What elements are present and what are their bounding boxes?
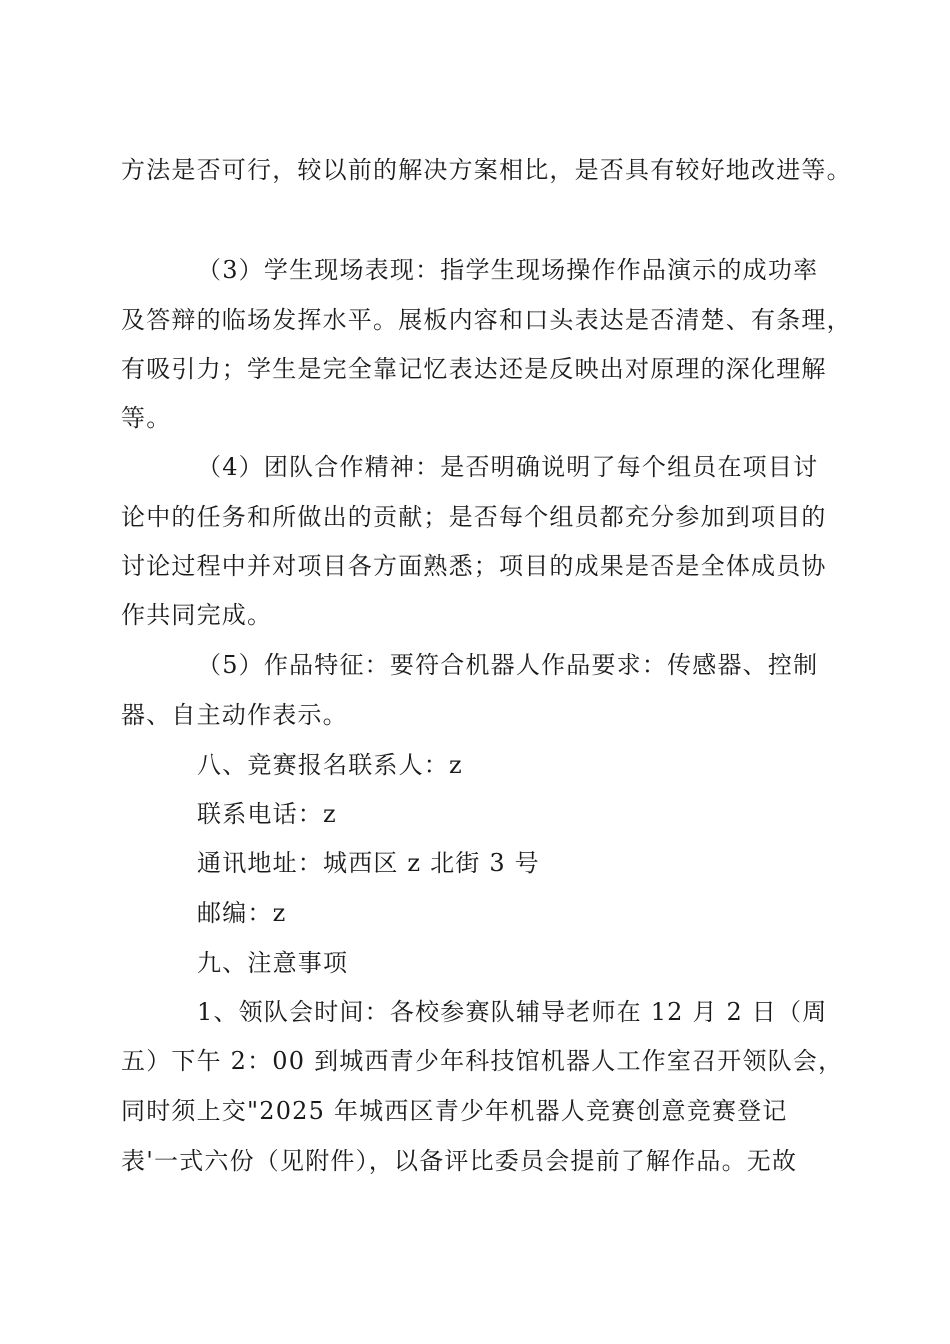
paragraph-line-4: 有吸引力；学生是完全靠记忆表达还是反映出对原理的深化理解 <box>121 355 827 383</box>
section-heading-notes: 九、注意事项 <box>197 949 349 977</box>
contact-address: 通讯地址：城西区 z 北街 3 号 <box>197 849 540 877</box>
contact-phone: 联系电话：z <box>197 800 337 828</box>
paragraph-line-6: （4）团队合作精神：是否明确说明了每个组员在项目讨 <box>197 453 819 481</box>
paragraph-line-2: （3）学生现场表现：指学生现场操作作品演示的成功率 <box>197 256 819 284</box>
paragraph-line-5: 等。 <box>121 404 172 432</box>
paragraph-line-10: （5）作品特征：要符合机器人作品要求：传感器、控制 <box>197 651 819 679</box>
section-heading-contact: 八、竞赛报名联系人：z <box>197 751 463 779</box>
paragraph-line-9: 作共同完成。 <box>121 601 273 629</box>
paragraph-line-19: 同时须上交"2025 年城西区青少年机器人竞赛创意竞赛登记 <box>121 1097 788 1125</box>
contact-postcode: 邮编：z <box>197 899 287 927</box>
paragraph-line-11: 器、自主动作表示。 <box>121 701 348 729</box>
paragraph-line-8: 讨论过程中并对项目各方面熟悉；项目的成果是否是全体成员协 <box>121 552 827 580</box>
paragraph-line-17: 1、领队会时间：各校参赛队辅导老师在 12 月 2 日（周 <box>197 998 828 1026</box>
paragraph-line-18: 五）下午 2：00 到城西青少年科技馆机器人工作室召开领队会， <box>121 1047 844 1075</box>
paragraph-line-1: 方法是否可行，较以前的解决方案相比，是否具有较好地改进等。 <box>121 156 852 184</box>
paragraph-line-7: 论中的任务和所做出的贡献；是否每个组员都充分参加到项目的 <box>121 503 827 531</box>
paragraph-line-3: 及答辩的临场发挥水平。展板内容和口头表达是否清楚、有条理， <box>121 306 852 334</box>
paragraph-line-20: 表'一式六份（见附件），以备评比委员会提前了解作品。无故 <box>121 1147 798 1175</box>
